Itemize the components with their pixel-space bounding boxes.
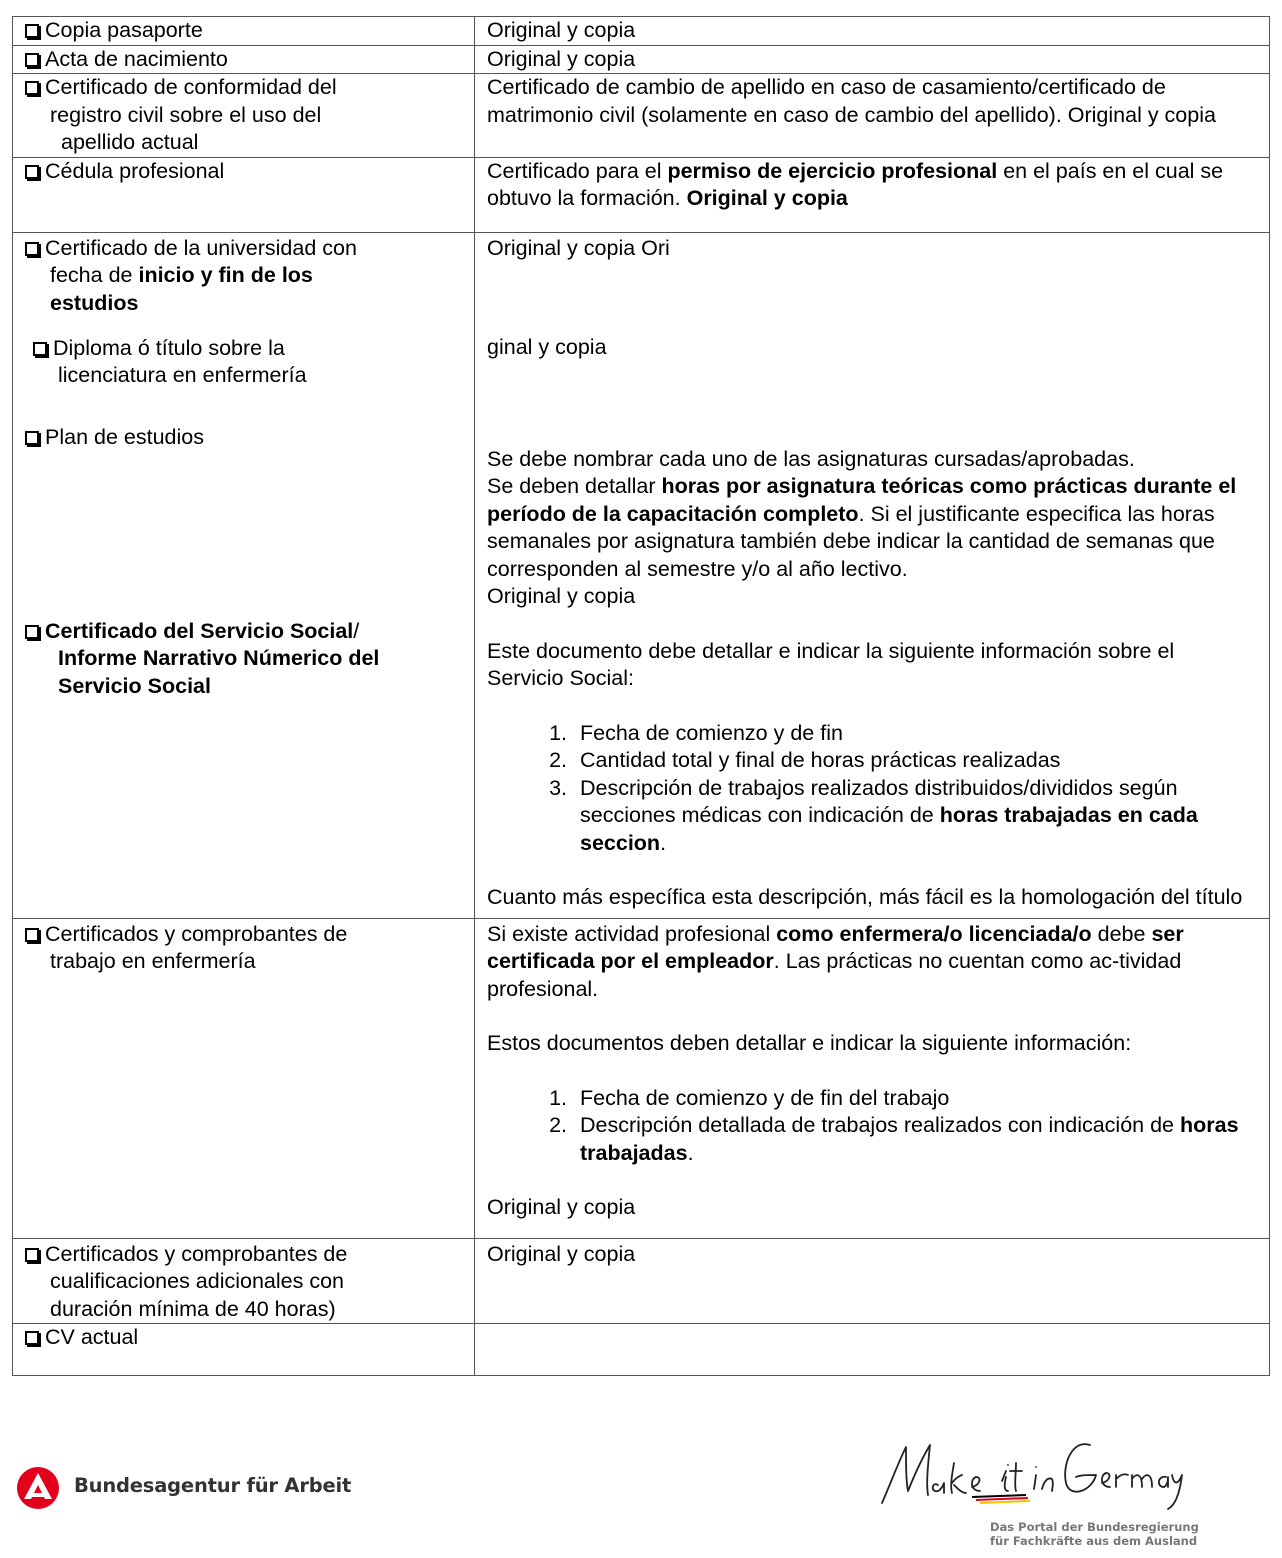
table-row xyxy=(13,74,1270,158)
detail-bold: Original y copia xyxy=(686,186,848,210)
portal-caption xyxy=(990,1520,1199,1548)
detail-cell: Original y copia xyxy=(475,17,1270,46)
list-item: 1. Fecha de comienzo y de fin del trabajo xyxy=(573,1085,1245,1113)
detail-text: . Las prácticas no cuentan como ac-tividad profesional. xyxy=(487,949,1182,1001)
table-row xyxy=(13,918,1270,1238)
portal-line: Das Portal der Bundesregierung xyxy=(990,1520,1199,1534)
requirement-label: Certificado de conformidad del xyxy=(45,75,337,99)
detail-text xyxy=(487,921,1245,1004)
checkbox-icon[interactable] xyxy=(25,1248,39,1262)
requirement-cell xyxy=(13,1324,475,1376)
requirement-bold: Informe Narrativo Númerico del xyxy=(58,646,380,670)
detail-text: Original y copia xyxy=(487,1195,636,1219)
detail-text: Original y copia Ori xyxy=(487,235,670,260)
checkbox-icon[interactable] xyxy=(25,242,39,256)
checkbox-icon[interactable] xyxy=(25,81,39,95)
requirement-label: Cédula profesional xyxy=(45,158,225,183)
requirement-cell xyxy=(13,157,475,232)
detail-text: . xyxy=(660,830,667,855)
requirement-label: CV actual xyxy=(45,1325,139,1349)
checkbox-icon[interactable] xyxy=(33,342,47,356)
detail-cell: Original y copia xyxy=(475,45,1270,74)
checkbox-icon[interactable] xyxy=(25,1331,39,1345)
table-row xyxy=(13,1324,1270,1376)
table-row xyxy=(13,45,1270,74)
detail-cell xyxy=(475,232,1270,918)
requirement-cell xyxy=(13,232,475,918)
requirement-label: Certificados y comprobantes de xyxy=(45,1241,348,1266)
requirement-label: Certificados y comprobantes de xyxy=(45,921,348,946)
detail-cell: Certificado de cambio de apellido en caso de casamiento/certificado de matrimonio civil (solamente en caso de cambio del apellido). Original y copia xyxy=(475,74,1270,158)
detail-text xyxy=(487,473,1245,583)
studies-item-2 xyxy=(24,335,464,424)
portal-line: für Fachkräfte aus dem Ausland xyxy=(990,1534,1198,1548)
requirement-label: Copia pasaporte xyxy=(45,18,203,42)
detail-text: Si existe actividad profesional xyxy=(487,921,777,946)
requirement-bold: inicio y fin de los xyxy=(138,263,313,287)
detail-text: Descripción detallada de trabajos realizados con indicación de xyxy=(580,1113,1180,1137)
detail-text: ginal y copia xyxy=(487,334,607,359)
requirement-bold: estudios xyxy=(50,290,139,315)
detail-bold: horas por asignatura teóricas como prácticas durante el período de la capacitación completo xyxy=(487,474,1237,526)
make-it-in-germany-logo-icon xyxy=(876,1425,1186,1515)
requirement-label: licenciatura en enfermería xyxy=(58,363,307,387)
detail-cell: Original y copia xyxy=(475,1238,1270,1324)
requirement-label: duración mínima de 40 horas) xyxy=(50,1296,336,1321)
requirement-label: Acta de nacimiento xyxy=(45,46,228,71)
list-item: 1. Fecha de comienzo y de fin xyxy=(573,720,1245,748)
detail-text: Se deben detallar xyxy=(487,474,662,498)
table-row xyxy=(13,1238,1270,1324)
detail-text: Se debe nombrar cada uno de las asignaturas cursadas/aprobadas. xyxy=(487,446,1135,471)
list-item xyxy=(573,1112,1245,1167)
studies-item-3 xyxy=(24,424,464,618)
requirement-bold: Servicio Social xyxy=(58,673,211,698)
requirement-label: cualificaciones adicionales con xyxy=(50,1269,345,1293)
studies-item-1 xyxy=(24,235,464,335)
detail-text: Estos documentos deben detallar e indicar la siguiente información: xyxy=(487,1031,1132,1055)
studies-item-4 xyxy=(24,618,464,701)
checkbox-icon[interactable] xyxy=(25,53,39,67)
requirement-label: Plan de estudios xyxy=(45,424,204,449)
bundesagentur-logo-icon xyxy=(16,1466,60,1510)
requirement-label: / xyxy=(353,618,360,643)
detail-cell xyxy=(475,918,1270,1238)
detail-text: en el país en el cual se obtuvo la formación. xyxy=(487,158,1224,210)
requirement-cell xyxy=(13,1238,475,1324)
table-row xyxy=(13,157,1270,232)
requirement-bold: Certificado del Servicio Social xyxy=(45,618,354,643)
detail-text: Este documento debe detallar e indicar la siguiente información sobre el Servicio Social: xyxy=(487,638,1175,690)
checkbox-icon[interactable] xyxy=(25,165,39,179)
requirement-label: fecha de xyxy=(50,263,139,287)
table-row xyxy=(13,232,1270,918)
service-info-list xyxy=(487,720,1245,858)
detail-text: Cuanto más específica esta descripción, más fácil es la homologación del título xyxy=(487,885,1243,909)
requirement-label: apellido actual xyxy=(61,130,199,154)
detail-text: Original y copia xyxy=(487,584,636,608)
requirement-cell xyxy=(13,918,475,1238)
detail-text: . xyxy=(687,1140,694,1165)
detail-text: debe xyxy=(1091,921,1152,946)
requirement-label: Diploma ó título sobre la xyxy=(53,335,285,360)
detail-bold: horas trabajadas en cada seccion xyxy=(580,803,1198,855)
detail-text: Descripción de trabajos realizados distribuidos/divididos según secciones médicas con indicación de xyxy=(580,775,1178,827)
detail-bold: horas trabajadas xyxy=(580,1113,1239,1165)
requirement-cell xyxy=(13,74,475,158)
requirement-cell xyxy=(13,17,475,46)
detail-bold: como enfermera/o licenciada/o xyxy=(776,921,1092,946)
detail-text: . Si el justificante especifica las horas semanales por asignatura también debe indicar la cantidad de semanas que corresponden al semestre y/o al año lectivo. xyxy=(487,501,1215,581)
requirement-label: trabajo en enfermería xyxy=(50,949,256,973)
detail-text: Certificado para el xyxy=(487,158,668,183)
agency-name: Bundesagentur für Arbeit xyxy=(74,1474,352,1497)
checkbox-icon[interactable] xyxy=(25,24,39,38)
requirement-label xyxy=(24,262,464,290)
checkbox-icon[interactable] xyxy=(25,625,39,639)
detail-cell xyxy=(475,157,1270,232)
detail-cell xyxy=(475,1324,1270,1376)
table-row xyxy=(13,17,1270,46)
requirement-label: Certificado de la universidad con xyxy=(45,235,357,260)
detail-bold: permiso de ejercicio profesional xyxy=(667,158,998,183)
detail-bold: ser certificada por el empleador xyxy=(487,921,1184,973)
requirements-table xyxy=(12,16,1270,1376)
requirement-label: registro civil sobre el uso del xyxy=(50,102,322,127)
checkbox-icon[interactable] xyxy=(25,928,39,942)
list-item xyxy=(573,775,1245,858)
list-item: 2. Cantidad total y final de horas prácticas realizadas xyxy=(573,747,1245,775)
work-info-list xyxy=(487,1085,1245,1168)
requirement-cell xyxy=(13,45,475,74)
checkbox-icon[interactable] xyxy=(25,431,39,445)
